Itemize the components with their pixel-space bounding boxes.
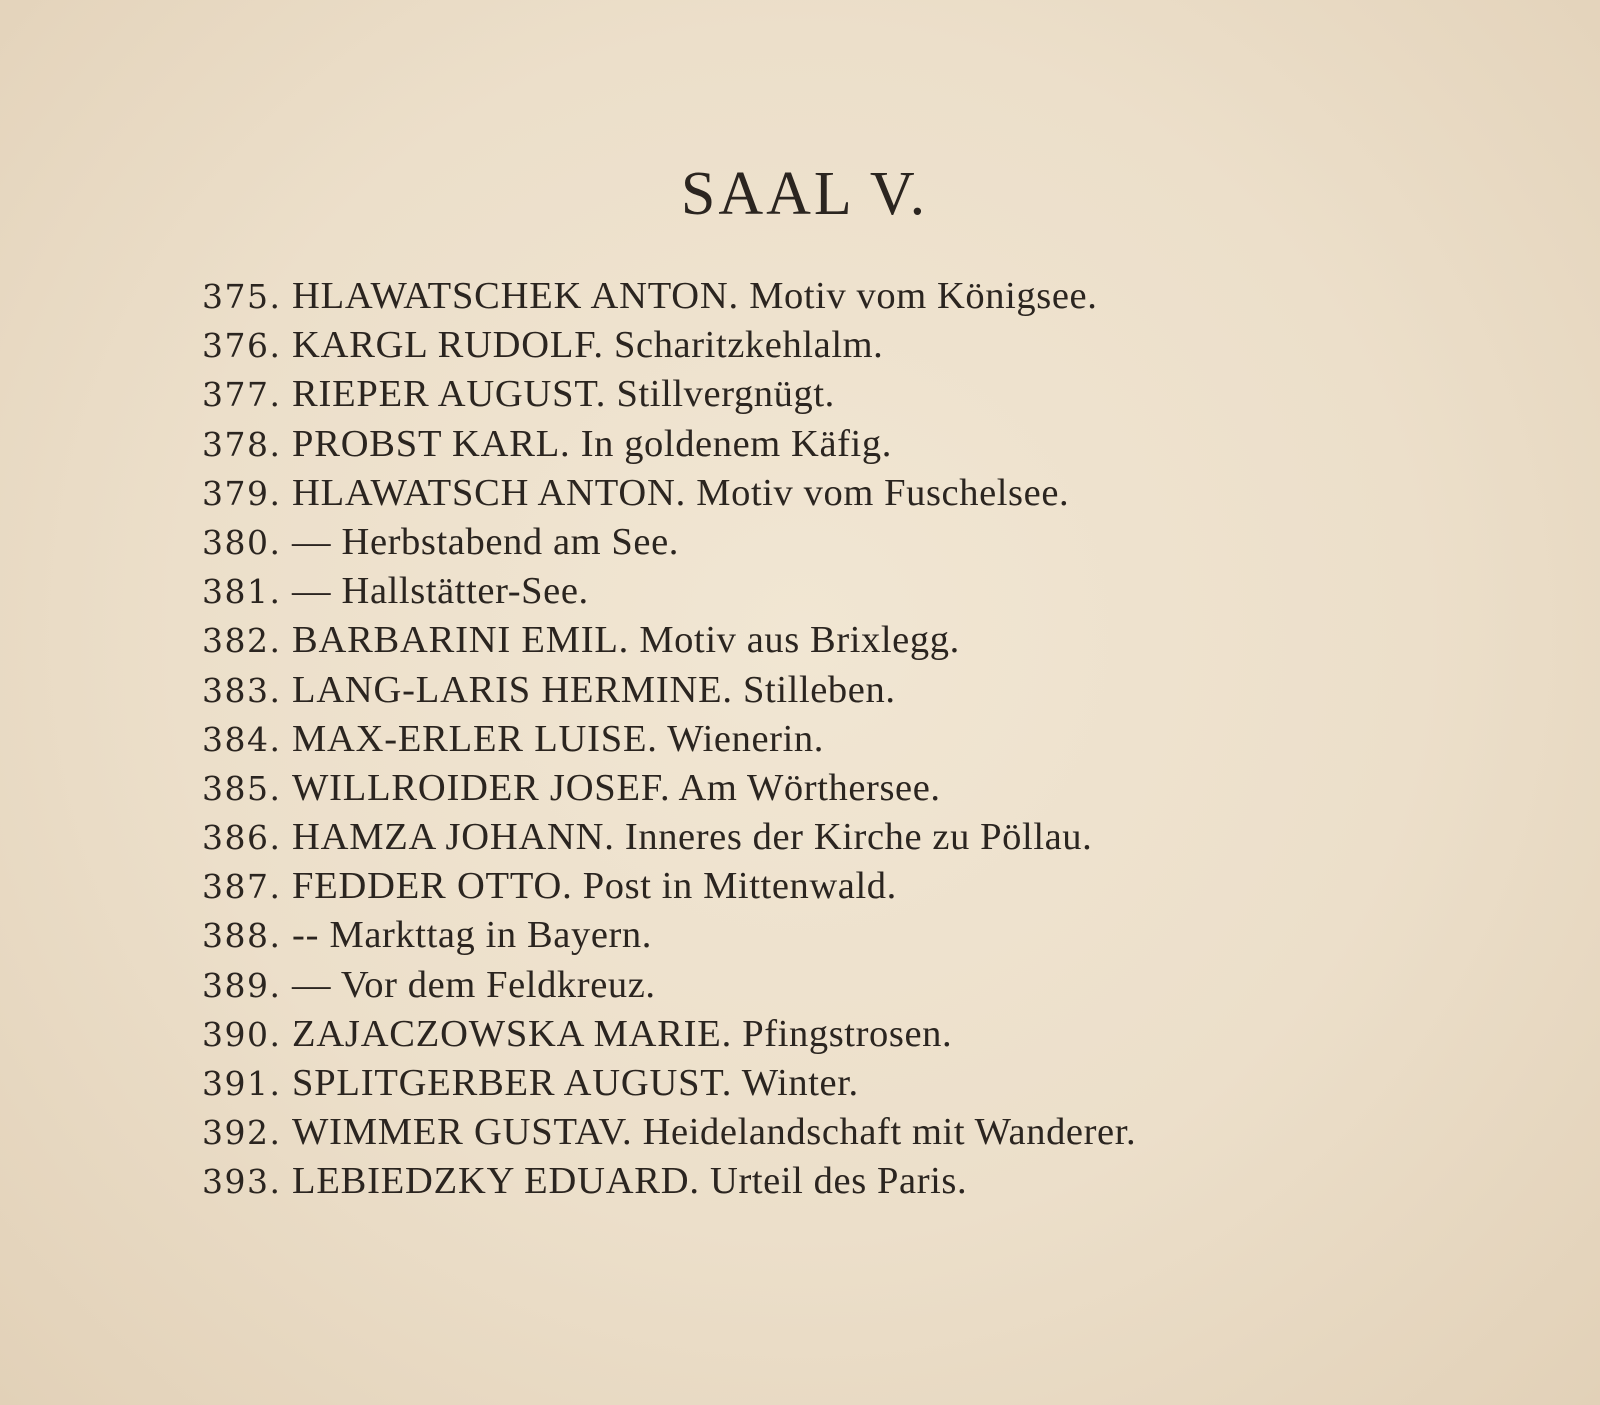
entry-number: 385. bbox=[202, 768, 282, 808]
catalog-entry bbox=[202, 961, 1136, 1010]
entry-artist: FEDDER OTTO. bbox=[292, 865, 573, 908]
entry-artist: WILLROIDER JOSEF. bbox=[292, 766, 671, 809]
entry-artist: BARBARINI EMIL. bbox=[292, 619, 630, 662]
entry-number: 375. bbox=[202, 277, 282, 316]
entry-work-title: Hallstätter-See. bbox=[341, 570, 589, 613]
entry-number: 393. bbox=[202, 1162, 282, 1202]
entry-work-title: Scharitzkehlalm. bbox=[614, 324, 884, 367]
entry-artist: — bbox=[292, 570, 332, 613]
entry-number: 387. bbox=[202, 867, 282, 907]
entry-number: 384. bbox=[202, 719, 282, 759]
entry-work-title: Post in Mittenwald. bbox=[582, 865, 897, 908]
entry-number: 379. bbox=[202, 473, 282, 513]
entry-work-title: Markttag in Bayern. bbox=[329, 914, 653, 957]
entry-artist: KARGL RUDOLF. bbox=[292, 324, 604, 367]
entry-artist: MAX-ERLER LUISE. bbox=[292, 717, 658, 760]
catalog-entry bbox=[202, 1108, 1136, 1157]
entry-number: 389. bbox=[202, 965, 282, 1005]
entry-work-title: Am Wörthersee. bbox=[678, 766, 941, 809]
entry-artist: -- bbox=[292, 914, 320, 957]
entry-work-title: Vor dem Feldkreuz. bbox=[340, 963, 656, 1006]
catalog-entry bbox=[202, 420, 1136, 469]
catalog-entry bbox=[202, 567, 1136, 616]
entry-artist: HLAWATSCH ANTON. bbox=[292, 471, 687, 514]
entry-number: 378. bbox=[202, 424, 282, 464]
entry-work-title: Stillvergnügt. bbox=[616, 373, 835, 416]
catalog-entry bbox=[202, 862, 1136, 911]
entry-artist: — bbox=[292, 963, 332, 1006]
entry-artist: WIMMER GUSTAV. bbox=[292, 1111, 633, 1154]
page-title: SAAL V. bbox=[680, 160, 929, 228]
catalog-entry bbox=[202, 370, 1136, 419]
entry-artist: PROBST KARL. bbox=[292, 422, 571, 465]
catalog-entry bbox=[202, 813, 1136, 862]
entry-work-title: Motiv vom Fuschelsee. bbox=[696, 471, 1070, 514]
catalog-entry-list bbox=[202, 272, 1136, 1207]
catalog-entry bbox=[202, 1010, 1136, 1059]
entry-work-title: Winter. bbox=[741, 1062, 859, 1104]
catalog-entry bbox=[202, 272, 1136, 321]
entry-work-title: Stilleben. bbox=[743, 668, 896, 711]
entry-work-title: Wienerin. bbox=[667, 717, 824, 760]
catalog-entry bbox=[202, 764, 1136, 813]
catalog-entry bbox=[202, 1157, 1136, 1206]
entry-number: 386. bbox=[202, 818, 282, 858]
entry-artist: — bbox=[292, 520, 332, 563]
catalog-entry bbox=[202, 911, 1136, 960]
entry-number: 390. bbox=[202, 1014, 282, 1054]
entry-number: 381. bbox=[202, 572, 282, 612]
catalog-entry bbox=[202, 715, 1136, 764]
entry-work-title: Heidelandschaft mit Wanderer. bbox=[642, 1111, 1137, 1154]
catalog-entry bbox=[202, 616, 1136, 665]
entry-work-title: Motiv aus Brixlegg. bbox=[639, 619, 960, 662]
catalog-entry bbox=[202, 518, 1136, 567]
entry-number: 376. bbox=[202, 326, 282, 366]
entry-number: 377. bbox=[202, 375, 282, 415]
catalog-entry bbox=[202, 666, 1136, 715]
catalog-entry bbox=[202, 1059, 1136, 1108]
entry-work-title: Pfingstrosen. bbox=[742, 1012, 953, 1055]
entry-work-title: Herbstabend am See. bbox=[341, 520, 680, 563]
entry-number: 382. bbox=[202, 621, 282, 661]
entry-artist: SPLITGERBER AUGUST. bbox=[292, 1062, 733, 1104]
entry-work-title: Motiv vom Königsee. bbox=[749, 275, 1098, 317]
entry-number: 391. bbox=[202, 1064, 282, 1103]
entry-artist: LANG-LARIS HERMINE. bbox=[292, 668, 733, 711]
entry-work-title: In goldenem Käfig. bbox=[580, 422, 892, 465]
entry-number: 392. bbox=[202, 1113, 282, 1153]
entry-work-title: Inneres der Kirche zu Pöllau. bbox=[624, 816, 1093, 859]
entry-number: 383. bbox=[202, 670, 282, 710]
catalog-entry bbox=[202, 321, 1136, 370]
entry-work-title: Urteil des Paris. bbox=[710, 1160, 968, 1203]
entry-artist: HAMZA JOHANN. bbox=[292, 816, 615, 859]
entry-artist: RIEPER AUGUST. bbox=[292, 373, 607, 416]
entry-artist: HLAWATSCHEK ANTON. bbox=[292, 275, 739, 317]
entry-artist: LEBIEDZKY EDUARD. bbox=[292, 1160, 700, 1203]
entry-number: 388. bbox=[202, 916, 282, 956]
entry-number: 380. bbox=[202, 522, 282, 562]
catalog-entry bbox=[202, 469, 1136, 518]
entry-artist: ZAJACZOWSKA MARIE. bbox=[292, 1012, 733, 1055]
